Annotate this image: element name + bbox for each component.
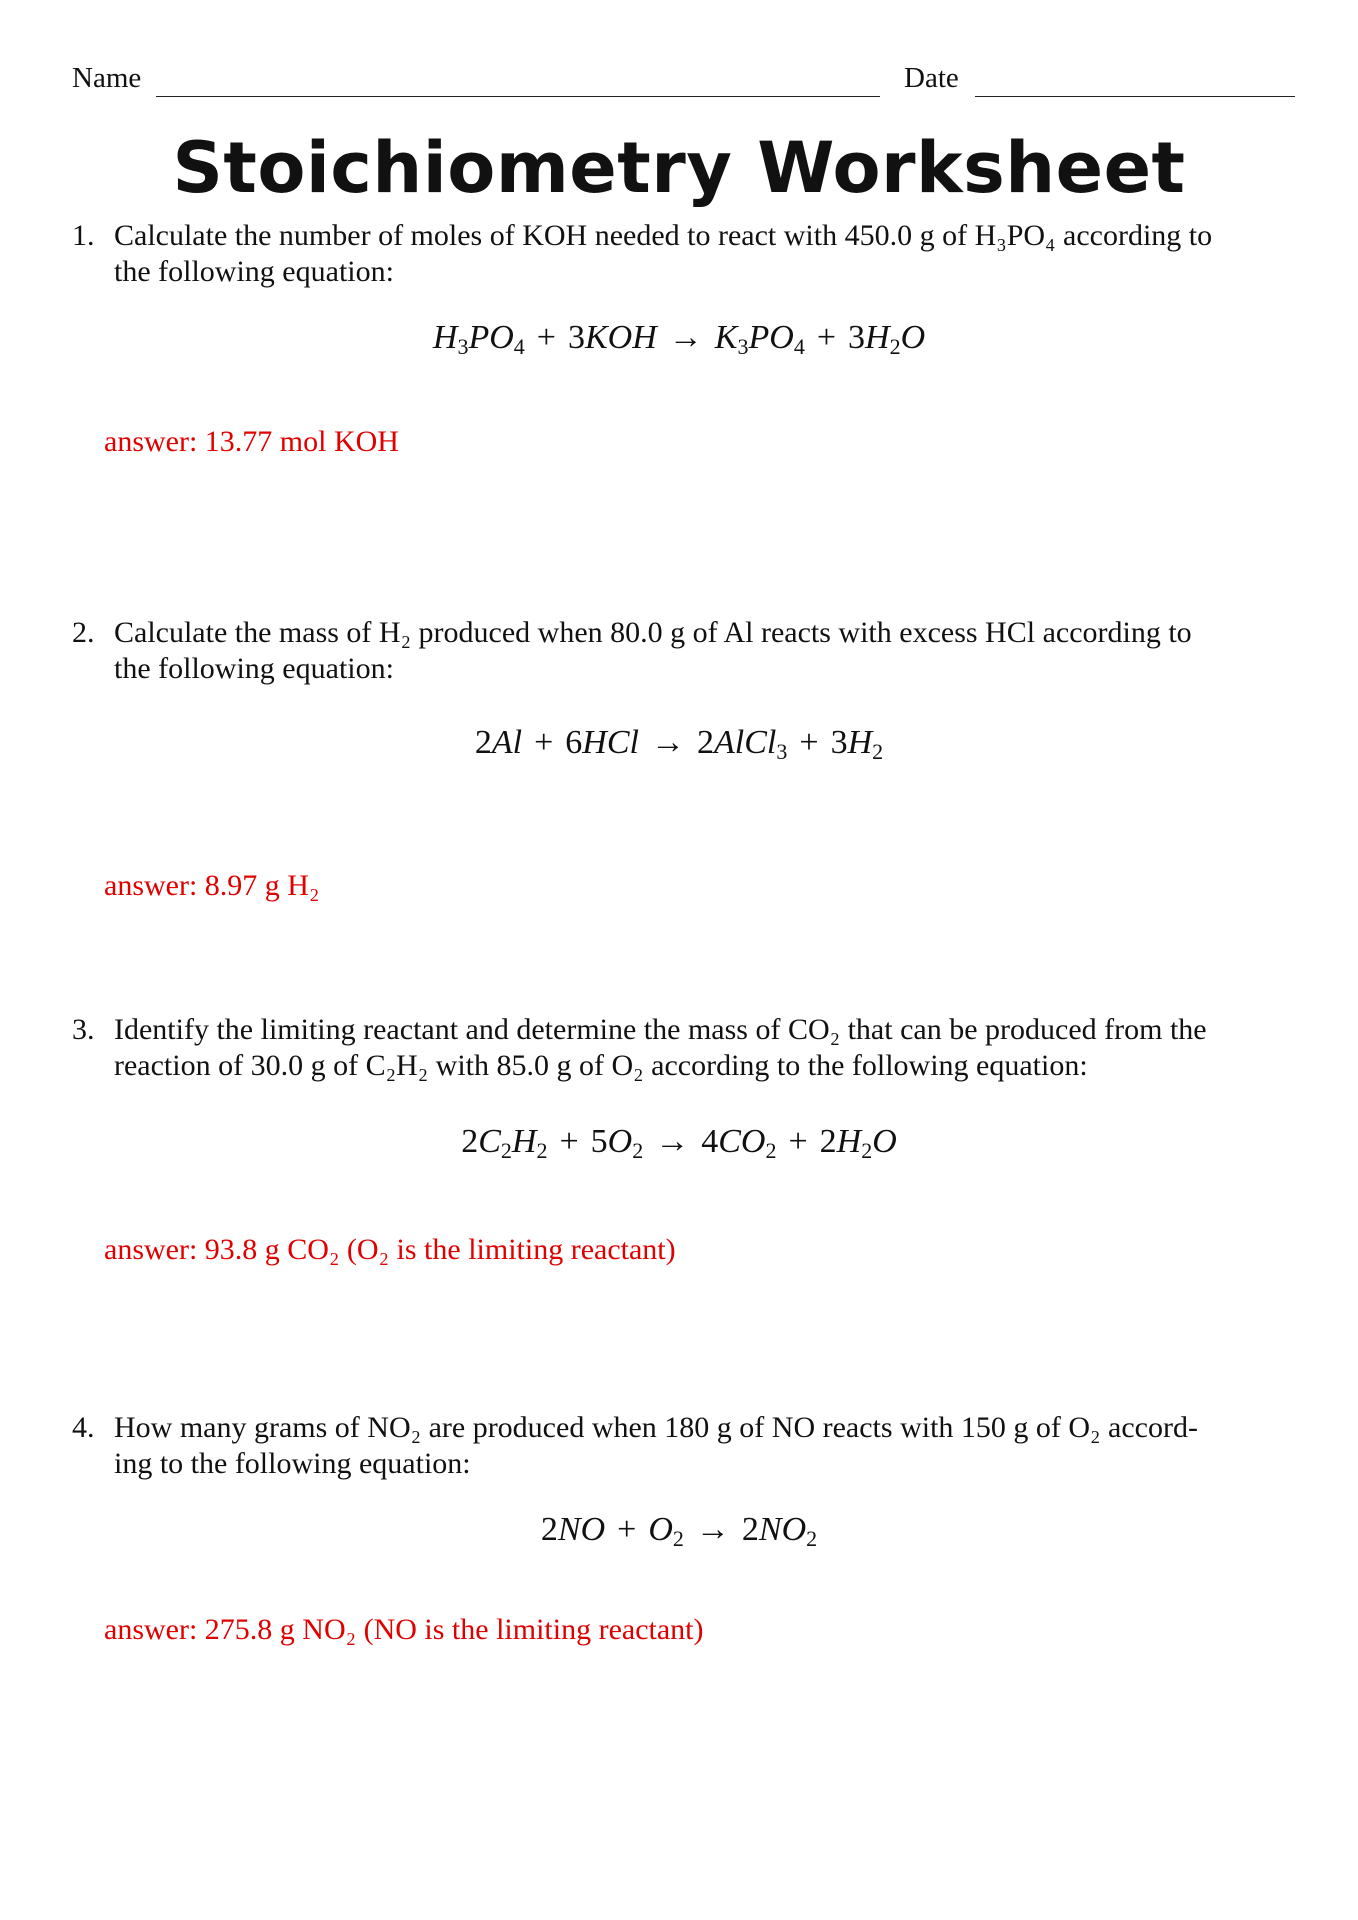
question-text-line: ing to the following equation: (114, 1447, 471, 1480)
name-field-line[interactable] (156, 96, 880, 97)
date-field-line[interactable] (975, 96, 1295, 97)
question-text (114, 615, 1334, 687)
answer-2: answer: 8.97 g H₂ (104, 869, 320, 902)
question-number: 2. (72, 616, 95, 649)
question-text (114, 1012, 1334, 1084)
question-text-line: Identify the limiting reactant and determine the mass of CO₂ that can be produced from the (114, 1013, 1207, 1046)
answer-1: answer: 13.77 mol KOH (104, 425, 399, 458)
question-text-line: How many grams of NO₂ are produced when 180 g of NO reacts with 150 g of O₂ accord- (114, 1411, 1198, 1444)
equation-1: $H_3PO_4 + 3KOH \to K_3PO_4 + 3H_2O$ (432, 319, 926, 359)
question-text-line: reaction of 30.0 g of C₂H₂ with 85.0 g of O₂ according to the following equation: (114, 1049, 1088, 1082)
worksheet-title: Stoichiometry Worksheet (172, 127, 1186, 209)
question-text (114, 218, 1334, 290)
answer-4: answer: 275.8 g NO₂ (NO is the limiting reactant) (104, 1613, 704, 1646)
question-text-line: Calculate the number of moles of KOH needed to react with 450.0 g of H₃PO₄ according to (114, 219, 1213, 252)
question-number: 1. (72, 219, 95, 252)
question-text (114, 1410, 1334, 1482)
equation-3: $2C_2H_2 + 5O_2 \to 4CO_2 + 2H_2O$ (461, 1123, 897, 1163)
date-label: Date (904, 62, 959, 94)
equation-2: 2Al + 6HCl → 2AlCl$_3$ + $3H_2$ (474, 724, 884, 764)
question-text-line: Calculate the mass of H₂ produced when 80.0 g of Al reacts with excess HCl according to (114, 616, 1192, 649)
equation-4: $2NO + O_2 \to 2NO_2$ (540, 1511, 818, 1551)
question-number: 4. (72, 1411, 95, 1444)
question-number: 3. (72, 1013, 95, 1046)
question-text-line: the following equation: (114, 652, 394, 685)
name-label: Name (72, 62, 142, 94)
answer-3: answer: 93.8 g CO₂ (O₂ is the limiting reactant) (104, 1233, 676, 1266)
question-text-line: the following equation: (114, 255, 394, 288)
